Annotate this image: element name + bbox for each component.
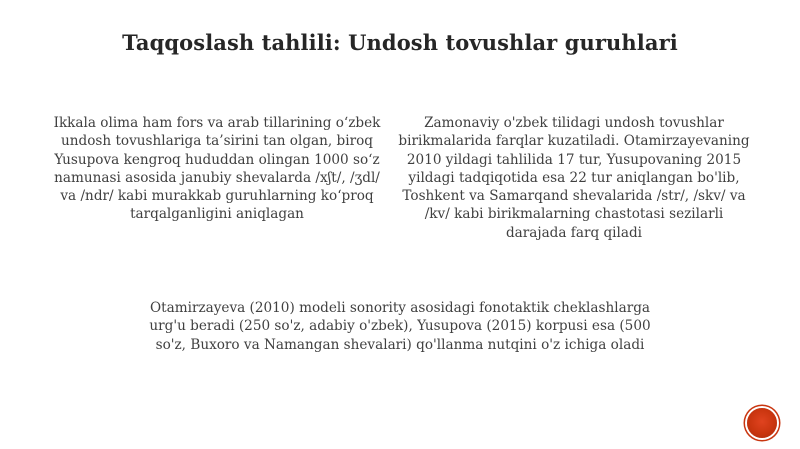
bottom-text-block: Otamirzayeva (2010) modeli sonority asosidagi fonotaktik cheklashlarga urg'u beradi (250 so'z, adabiy o'zbek), Yusupova (2015) korpusi esa (500 so'z, Buxoro va Namangan shevalari) qo'llanma nutqini o'z ichiga oladi [149, 300, 651, 353]
slide-title: Taqqoslash tahlili: Undosh tovushlar guruhlari [122, 30, 678, 55]
next-slide-button[interactable] [747, 408, 777, 438]
left-text-block: Ikkala olima ham fors va arab tillarining o‘zbek undosh tovushlariga ta’sirini tan olgan, biroq Yusupova kengroq hududdan olingan 1000 so‘z namunasi asosida janubiy shevalarda /xʃt/, /ʒdl/ va /ndr/ kabi murakkab guruhlarning ko‘proq tarqalganligini aniqlagan [53, 115, 381, 223]
right-text-block: Zamonaviy o'zbek tilidagi undosh tovushlar birikmalarida farqlar kuzatiladi. Otamirzayevaning 2010 yildagi tahlilida 17 tur, Yusupovaning 2015 yildagi tadqiqotida esa 22 tur aniqlangan bo'lib, Toshkent va Samarqand shevalarida /str/, /skv/ va /kv/ kabi birikmalarning chastotasi sezilarli darajada farq qiladi [398, 115, 750, 241]
